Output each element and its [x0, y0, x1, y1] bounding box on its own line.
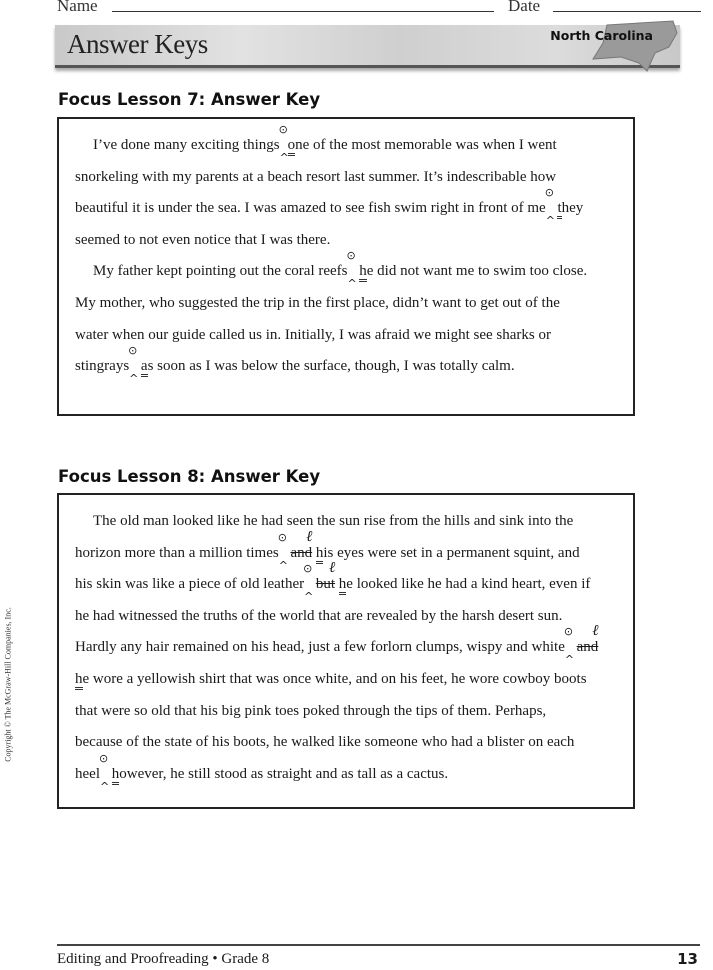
- caret-icon: ^: [545, 214, 555, 228]
- insert-period-mark-icon: [128, 344, 139, 386]
- capitalize-letter: h: [359, 263, 367, 282]
- capitalize-letter: h: [75, 671, 83, 690]
- text-segment: seemed to not even notice that I was there.: [75, 231, 331, 248]
- period-circle-icon: ⊙: [346, 249, 356, 263]
- caret-icon: ^: [347, 277, 357, 291]
- capitalize-letter: t: [557, 200, 561, 219]
- insert-period-mark-icon: [98, 751, 110, 793]
- insert-period-mark-icon: [303, 562, 314, 604]
- passage-line: [75, 327, 551, 344]
- date-field-line[interactable]: [553, 11, 701, 12]
- capitalize-letter: h: [339, 576, 347, 595]
- section-title-lesson-8: Focus Lesson 8: Answer Key: [58, 467, 321, 486]
- passage-line: [75, 232, 330, 249]
- text-segment: Hardly any hair remained on his head, just a few forlorn clumps, wispy and white: [75, 639, 565, 656]
- period-circle-icon: ⊙: [277, 530, 287, 544]
- passage-line: [75, 528, 580, 572]
- capitalize-letter: o: [288, 137, 296, 156]
- text-segment: My father kept pointing out the coral reefs: [93, 263, 348, 280]
- date-label: Date: [508, 0, 541, 15]
- delete-mark-icon: ℓ: [306, 528, 313, 545]
- passage-line: [93, 123, 557, 164]
- passage-line: [75, 560, 591, 604]
- passage-line: [75, 751, 449, 793]
- state-label: North Carolina: [550, 28, 653, 43]
- text-segment: The old man looked like he had seen the sun rise from the hills and sink into the: [93, 513, 574, 529]
- footer-title: Editing and Proofreading • Grade 8: [57, 951, 270, 967]
- caret-icon: ^: [278, 558, 288, 572]
- passage-line: [75, 344, 515, 386]
- text-segment: stingrays: [75, 358, 130, 375]
- passage-line: [75, 608, 562, 625]
- text-segment: s soon as I was below the surface, though, I was totally calm.: [147, 358, 515, 375]
- text-segment: ne of the most memorable was when I went: [295, 137, 557, 153]
- text-segment: horizon more than a million times: [75, 544, 279, 561]
- copyright-notice: Copyright © The McGraw-Hill Companies, Inc.: [3, 607, 13, 762]
- name-label: Name: [57, 0, 98, 15]
- text-segment: I’ve done many exciting things: [93, 137, 280, 153]
- delete-mark-icon: ℓ: [329, 560, 336, 577]
- page-number: 13: [677, 950, 698, 968]
- capitalize-letter: h: [112, 766, 120, 785]
- passage-line: [75, 734, 574, 751]
- capitalize-letter: h: [316, 545, 324, 564]
- passage-line: [75, 295, 560, 312]
- text-segment: hey: [561, 200, 584, 217]
- passage-line: [75, 671, 587, 688]
- insert-period-mark-icon: [563, 625, 575, 667]
- period-circle-icon: ⊙: [544, 186, 554, 200]
- passage-line: [93, 249, 588, 291]
- text-segment: that were so old that his big pink toes poked through the tips of them. Perhaps,: [75, 702, 547, 719]
- period-circle-icon: ⊙: [563, 625, 574, 639]
- text-segment: e did not want me to swim too close.: [366, 263, 588, 280]
- caret-icon: ^: [279, 151, 289, 164]
- deleted-word: and: [576, 639, 599, 656]
- passage-line: [93, 513, 573, 530]
- insert-period-mark-icon: [277, 530, 288, 572]
- text-segment: is eyes were set in a permanent squint, and: [323, 544, 580, 561]
- text-segment: e looked like he had a kind heart, even if: [346, 576, 591, 593]
- period-circle-icon: ⊙: [98, 751, 109, 765]
- text-segment: heel: [75, 765, 100, 782]
- passage-line: [75, 169, 556, 186]
- caret-icon: ^: [99, 779, 110, 793]
- text-segment: he had witnessed the truths of the world that are revealed by the harsh desert sun.: [75, 607, 563, 624]
- passage-line: [75, 186, 584, 228]
- deleted-word: but: [315, 576, 336, 593]
- name-field-line[interactable]: [112, 11, 494, 12]
- text-segment: snorkeling with my parents at a beach resort last summer. It’s indescribable how: [75, 168, 557, 185]
- insert-period-mark-icon: [278, 123, 289, 164]
- deleted-word: and: [290, 544, 313, 561]
- insert-period-mark-icon: [346, 249, 357, 291]
- delete-mark-icon: ℓ: [592, 623, 599, 640]
- section-title-lesson-7: Focus Lesson 7: Answer Key: [58, 90, 321, 109]
- text-segment: because of the state of his boots, he walked like someone who had a blister on each: [75, 734, 575, 751]
- capitalize-letter: a: [141, 358, 148, 377]
- period-circle-icon: ⊙: [303, 562, 313, 576]
- text-segment: My mother, who suggested the trip in the first place, didn’t want to get out of the: [75, 295, 560, 311]
- footer-divider: [57, 944, 700, 946]
- period-circle-icon: ⊙: [278, 123, 288, 136]
- text-segment: e wore a yellowish shirt that was once white, and on his feet, he wore cowboy boots: [82, 671, 587, 687]
- caret-icon: ^: [129, 372, 139, 386]
- text-segment: owever, he still stood as straight and as tall as a cactus.: [119, 765, 449, 782]
- text-segment: his skin was like a piece of old leather: [75, 576, 305, 593]
- banner-title: Answer Keys: [67, 29, 208, 59]
- text-segment: water when our guide called us in. Initially, I was afraid we might see sharks or: [75, 326, 551, 343]
- insert-period-mark-icon: [544, 186, 555, 228]
- caret-icon: ^: [304, 590, 314, 604]
- period-circle-icon: ⊙: [128, 344, 138, 358]
- caret-icon: ^: [564, 653, 575, 667]
- text-segment: beautiful it is under the sea. I was amazed to see fish swim right in front of me: [75, 200, 546, 217]
- banner: [55, 25, 680, 68]
- passage-line: [75, 623, 599, 667]
- passage-line: [75, 703, 546, 720]
